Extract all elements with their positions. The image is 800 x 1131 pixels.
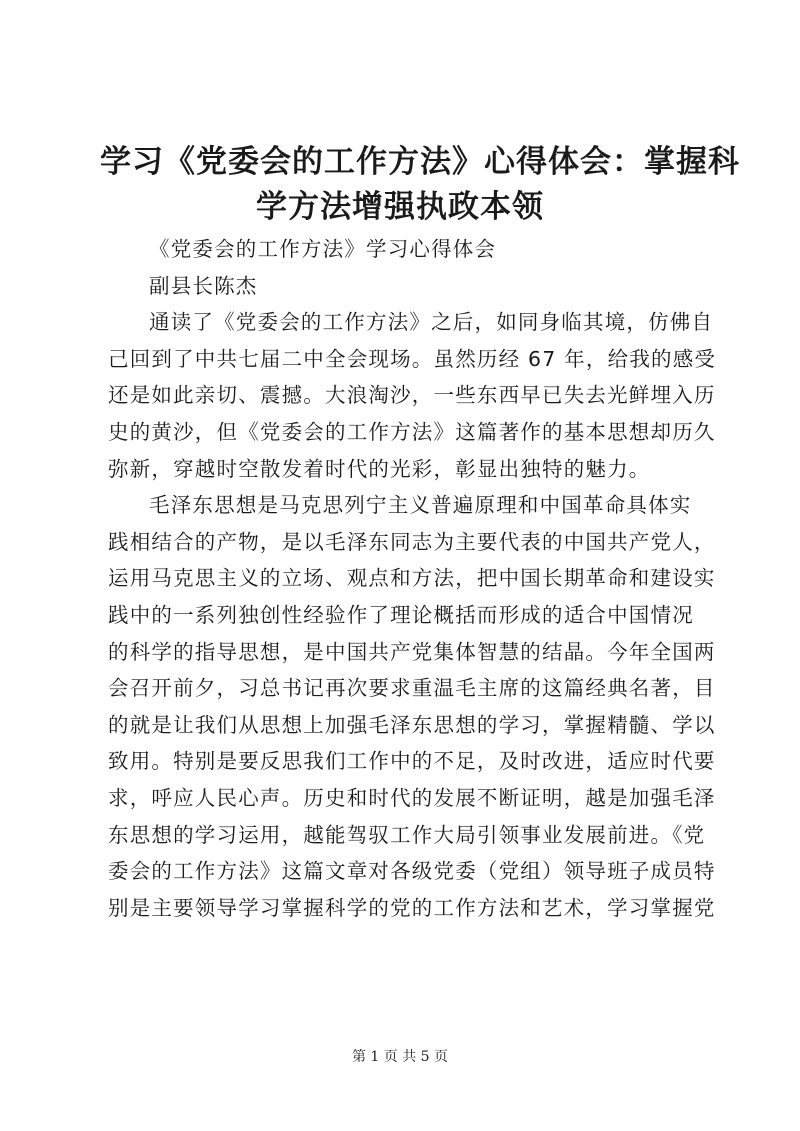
paragraph-line: 的科学的指导思想，是中国共产党集体智慧的结晶。今年全国两 [108,639,716,664]
document-body [108,231,717,926]
paragraph-line: 践相结合的产物，是以毛泽东同志为主要代表的中国共产党人， [108,529,716,554]
document-title [100,140,740,230]
title-line-1: 学习《党委会的工作方法》心得体会：掌握科 [100,144,740,180]
subtitle: 《党委会的工作方法》学习心得体会 [149,237,497,261]
paragraph-line: 的就是让我们从思想上加强毛泽东思想的学习，掌握精髓、学以 [108,712,716,737]
paragraph-line: 弥新，穿越时空散发着时代的光彩，彰显出独特的魅力。 [108,456,651,481]
paragraph-line: 史的黄沙，但《党委会的工作方法》这篇著作的基本思想却历久 [108,419,716,444]
paragraph-line: 东思想的学习运用，越能驾驭工作大局引领事业发展前进。《党 [108,822,706,847]
paragraph-line: 致用。特别是要反思我们工作中的不足，及时改进，适应时代要 [108,749,716,774]
paragraph-line: 会召开前夕，习总书记再次要求重温毛主席的这篇经典名著，目 [108,676,716,701]
title-line-2: 学方法增强执政本领 [256,189,544,225]
paragraph-line: 运用马克思主义的立场、观点和方法，把中国长期革命和建设实 [108,566,716,591]
paragraph-line: 还是如此亲切、震撼。大浪淘沙，一些东西早已失去光鲜埋入历 [108,383,716,408]
paragraph-1 [108,304,717,487]
page-footer [0,1046,800,1066]
paragraph-line: 毛泽东思想是马克思列宁主义普遍原理和中国革命具体实 [149,493,692,518]
author-line: 副县长陈杰 [149,273,258,298]
paragraph-line: 己回到了中共七届二中全会现场。虽然历经 67 年，给我的感受 [108,346,717,371]
paragraph-line: 委会的工作方法》这篇文章对各级党委（党组）领导班子成员特 [108,859,716,884]
paragraph-line: 践中的一系列独创性经验作了理论概括而形成的适合中国情况 [108,602,694,627]
paragraph-line: 求，呼应人民心声。历史和时代的发展不断证明，越是加强毛泽 [108,785,716,810]
paragraph-line: 别是主要领导学习掌握科学的党的工作方法和艺术，学习掌握党 [108,895,716,920]
page-number: 第 1 页 共 5 页 [351,1049,449,1065]
paragraph-line: 通读了《党委会的工作方法》之后，如同身临其境，仿佛自 [149,310,714,335]
paragraph-2 [108,487,716,926]
